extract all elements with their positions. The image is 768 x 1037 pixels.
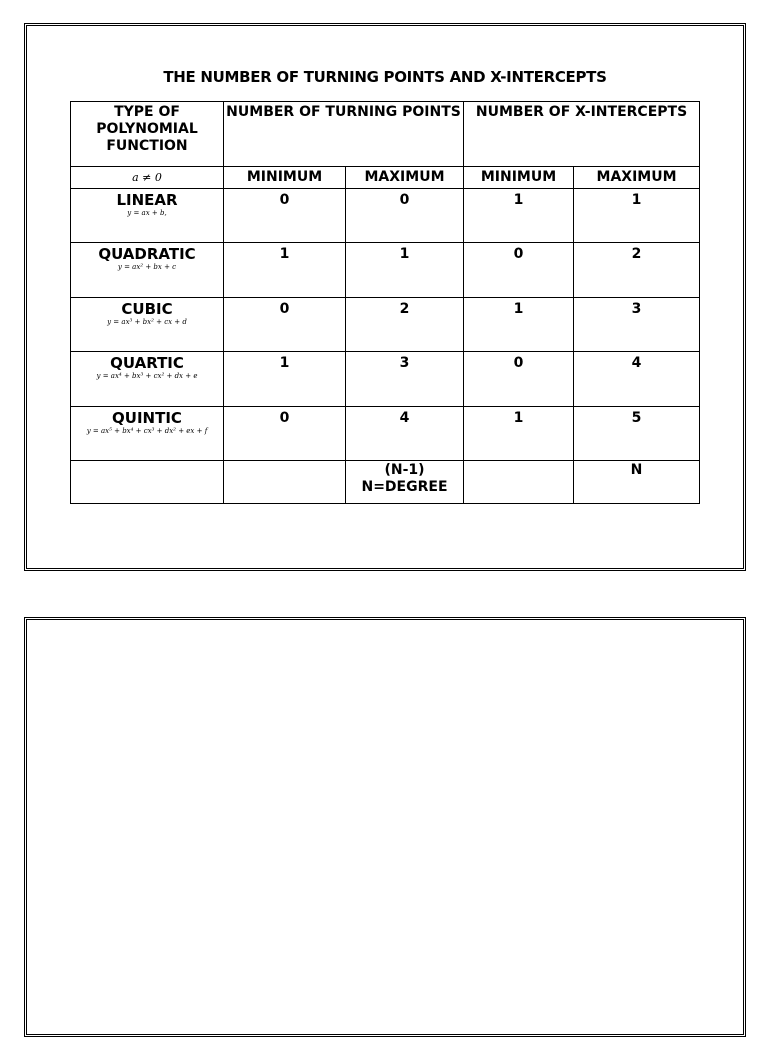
- general-xi-max: N: [574, 461, 700, 504]
- xi-max-value: 4: [574, 352, 700, 407]
- header-xi-maximum: MAXIMUM: [574, 167, 700, 189]
- table-subheader-row: [71, 167, 700, 189]
- xi-max-value: 2: [574, 243, 700, 298]
- function-cell: [71, 189, 224, 243]
- header-tp-maximum: MAXIMUM: [346, 167, 464, 189]
- general-row: [71, 461, 700, 504]
- tp-min-value: 1: [224, 352, 346, 407]
- xi-min-value: 1: [464, 407, 574, 461]
- general-tp-max-note: N=DEGREE: [361, 479, 448, 495]
- function-formula: y = ax⁵ + bx⁴ + cx³ + dx² + ex + f: [86, 427, 208, 435]
- empty-cell: [224, 461, 346, 504]
- header-type: TYPE OF POLYNOMIAL FUNCTION: [71, 102, 224, 167]
- function-cell: [71, 243, 224, 298]
- function-name: CUBIC: [121, 300, 173, 318]
- xi-min-value: 1: [464, 189, 574, 243]
- condition-cell: a ≠ 0: [71, 167, 224, 189]
- tp-max-value: 2: [346, 298, 464, 352]
- table-row: [71, 352, 700, 407]
- tp-min-value: 0: [224, 189, 346, 243]
- tp-max-value: 0: [346, 189, 464, 243]
- function-formula: y = ax³ + bx² + cx + d: [107, 318, 187, 326]
- function-name: QUARTIC: [110, 354, 184, 372]
- empty-cell: [464, 461, 574, 504]
- header-tp-minimum: MINIMUM: [224, 167, 346, 189]
- function-name: LINEAR: [116, 191, 178, 209]
- page-frame-bottom: [24, 617, 746, 1037]
- header-x-intercepts: NUMBER OF X-INTERCEPTS: [464, 102, 700, 167]
- function-name: QUADRATIC: [98, 245, 196, 263]
- tp-min-value: 0: [224, 407, 346, 461]
- table-row: [71, 243, 700, 298]
- xi-min-value: 0: [464, 243, 574, 298]
- tp-min-value: 0: [224, 298, 346, 352]
- xi-min-value: 0: [464, 352, 574, 407]
- document-title: THE NUMBER OF TURNING POINTS AND X-INTERCEPTS: [163, 68, 607, 86]
- function-formula: y = ax² + bx + c: [117, 263, 177, 271]
- general-tp-max: [346, 461, 464, 504]
- table-row: [71, 189, 700, 243]
- tp-max-value: 3: [346, 352, 464, 407]
- function-formula: y = ax⁴ + bx³ + cx² + dx + e: [96, 372, 198, 380]
- tp-min-value: 1: [224, 243, 346, 298]
- tp-max-value: 4: [346, 407, 464, 461]
- general-tp-max-formula: (N-1): [384, 462, 425, 478]
- polynomial-table: [70, 101, 700, 504]
- table-row: [71, 298, 700, 352]
- function-cell: [71, 298, 224, 352]
- function-name: QUINTIC: [112, 409, 182, 427]
- function-cell: [71, 352, 224, 407]
- xi-max-value: 3: [574, 298, 700, 352]
- table-header-row: [71, 102, 700, 167]
- header-turning-points: NUMBER OF TURNING POINTS: [224, 102, 464, 167]
- function-formula: y = ax + b,: [127, 209, 167, 217]
- function-cell: [71, 407, 224, 461]
- tp-max-value: 1: [346, 243, 464, 298]
- table-row: [71, 407, 700, 461]
- empty-cell: [71, 461, 224, 504]
- xi-min-value: 1: [464, 298, 574, 352]
- header-xi-minimum: MINIMUM: [464, 167, 574, 189]
- xi-max-value: 5: [574, 407, 700, 461]
- xi-max-value: 1: [574, 189, 700, 243]
